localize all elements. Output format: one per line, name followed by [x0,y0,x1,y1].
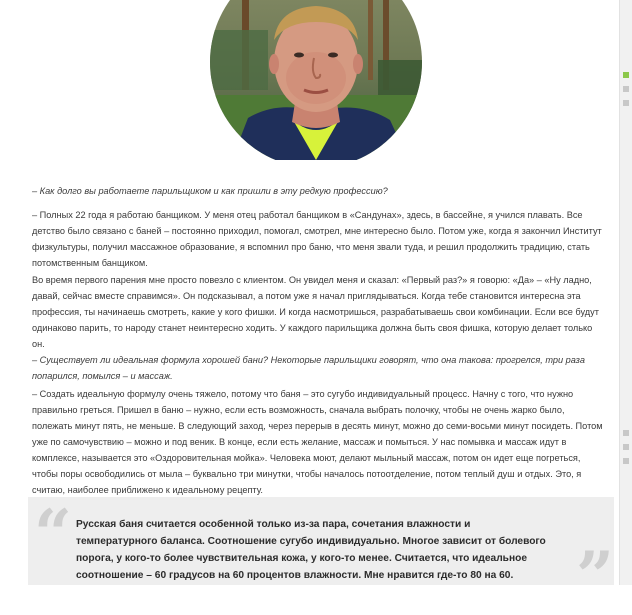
pullquote [28,495,614,615]
scroll-marker [623,100,629,106]
page-scrollbar[interactable] [619,0,632,585]
pullquote-text: Русская баня считается особенной только из-за пара, сочетания влажности и температурного баланса. Соотношение сугубо индивидуально. Многое зависит от болевого порога, у кого-то более чувствительная кожа, у кого-то менее. Считается, что идеальное соотношение – 60 градусов на 60 процентов влажности. Мне нравится где-то 80 на 60. [76,519,546,581]
answer-2: Во время первого парения мне просто повезло с клиентом. Он увидел меня и сказал: «Первый раз?» я говорю: «Да» – «Ну ладно, давай, сейчас вместе справимся». Он подсказывал, а потом уже я начал приглядываться. Когда тебе становится интересна эта профессия, ты начинаешь смотреть, какие у кого фишки. И когда насмотришься, разрабатываешь свои комбинации. Если все будут одинаково парить, то народу станет неинтересно ходить. У каждого парильщика должна быть своя фишка, которую делает только он. [32,275,599,349]
question-1: – Как долго вы работаете парильщиком и как пришли в эту редкую профессию? [32,186,388,196]
interviewee-portrait [208,0,424,160]
scroll-marker [623,444,629,450]
answer-1: – Полных 22 года я работаю банщиком. У меня отец работал банщиком в «Сандунах», здесь, в бассейне, я учился плавать. Все детство было связано с баней – постоянно приходил, помогал, смотрел, мне интересно было. Потом уже, когда я закончил Институт физкультуры, получил массажное образование, я вспомнил про баню, что меня звали туда, и решил продолжить традицию, стать потомственным банщиком. [32,210,602,268]
scroll-marker [623,430,629,436]
scroll-marker [623,458,629,464]
scroll-marker [623,86,629,92]
scroll-marker [623,72,629,78]
question-2: – Существует ли идеальная формула хорошей бани? Некоторые парильщики говорят, что она такова: прогрелся, три раза попарился, помылся – и массаж. [32,355,585,381]
answer-3: – Создать идеальную формулу очень тяжело, потому что баня – это сугубо индивидуальный процесс. Начну с того, что нужно правильно греться. Пришел в баню – нужно, если есть возможность, сначала выбрать полочку, чтобы не очень жарко было, полежать минут пять, не меньше. В следующий заход, через перерыв в десять минут, можно до семи-восьми минут посидеть. Потом уже по самочувствию – можно и под веник. В конце, если есть желание, массаж и помыться. У нас помывка и массаж идут в комплексе, называется это «Оздоровительная мойка». Человека моют, делают мыльный массаж, потом он идет еще погреться, чтобы поры освободились от мыла – буквально три минутки, чтобы началось потоотделение, потом теплый душ и отдых. Это, я считаю, наиболее приближено к идеальному рецепту. [32,389,603,495]
close-quote-icon: ” [576,537,614,615]
portrait-photo-icon [208,0,424,160]
open-quote-icon: “ [34,495,72,573]
